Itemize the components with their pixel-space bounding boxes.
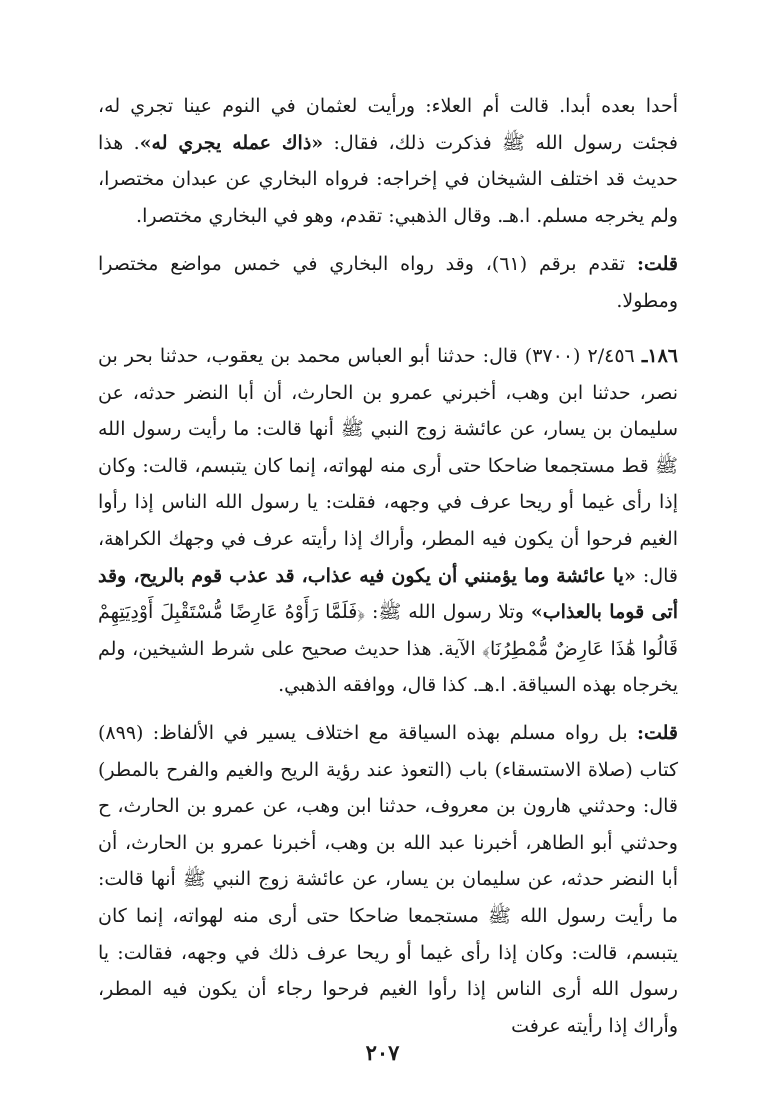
paragraph-1-text: أحدا بعده أبدا. قالت أم العلاء: ورأيت لعثمان في النوم عينا تجري له، فجئت رسول الله ﷺ فذكرت ذلك، فقال: bbox=[98, 95, 678, 154]
paragraph-note-2 bbox=[98, 715, 678, 1044]
paragraph-1-quote: «ذاك عمله يجري له» bbox=[139, 131, 324, 154]
paragraph-3-text-3: الآية. هذا حديث صحيح على شرط الشيخين، ولم يخرجاه بهذه السياقة. ا.هـ. كذا قال، ووافقه الذهبي. bbox=[98, 637, 678, 697]
paragraph-3-text-2: وتلا رسول الله ﷺ: bbox=[371, 601, 531, 624]
paragraph-note-1 bbox=[98, 246, 678, 319]
note-label: قلت: bbox=[636, 722, 678, 744]
hadith-number: ١٨٦ـ bbox=[641, 345, 679, 367]
paragraph-1-text-after: . هذا حديث قد اختلف الشيخان في إخراجه: فرواه البخاري عن عبدان مختصرا، ولم يخرجه مسلم. ا.هـ. وقال الذهبي: تقدم، وهو في البخاري مختصرا. bbox=[98, 131, 678, 227]
paragraph-hadith-186 bbox=[98, 338, 678, 704]
paragraph-2-text: تقدم برقم (٦١)، وقد رواه البخاري في خمس مواضع مختصرا ومطولا. bbox=[98, 253, 678, 312]
paragraph-4-text: بل رواه مسلم بهذه السياقة مع اختلاف يسير في الألفاظ: (٨٩٩) كتاب (صلاة الاستسقاء) باب (التعوذ عند رؤية الريح والغيم والفرح بالمطر) قال: وحدثني هارون بن معروف، حدثنا ابن وهب، عن عمرو بن الحارث، ح وحدثني أبو الطاهر، أخبرنا عبد الله بن وهب، أخبرنا عمرو بن الحارث، أن أبا النضر حدثه، عن سليمان بن يسار، عن عائشة زوج النبي ﷺ أنها قالت: ما رأيت رسول الله ﷺ مستجمعا ضاحكا حتى أرى منه لهواته، إنما كان يتبسم، قالت: وكان إذا رأى غيما أو ريحا عرف ذلك في وجهه، فقالت: يا رسول الله أرى الناس إذا رأوا الغيم فرحوا رجاء أن يكون فيه المطر، وأراك إذا رأيته عرفت bbox=[98, 722, 678, 1037]
note-label: قلت: bbox=[636, 253, 679, 275]
quran-verse: ﴿فَلَمَّا رَأَوْهُ عَارِضًا مُّسْتَقْبِلَ أَوْدِيَتِهِمْ قَالُوا هَٰذَا عَارِضٌ مُّمْطِرُنَا﴾ bbox=[98, 601, 678, 660]
paragraph-3-quote: «يا عائشة وما يؤمنني أن يكون فيه عذاب، قد عذب قوم بالريح، وقد أتى قوما بالعذاب» bbox=[98, 564, 679, 624]
page-number: ٢٠٧ bbox=[365, 1040, 400, 1065]
paragraph-3-text-1: ٢/٤٥٦ (٣٧٠٠) قال: حدثنا أبو العباس محمد بن يعقوب، حدثنا بحر بن نصر، حدثنا ابن وهب، أخبرني عمرو بن الحارث، أن أبا النضر حدثه، عن سليمان بن يسار، عن عائشة زوج النبي ﷺ أنها قالت: ما رأيت رسول الله ﷺ قط مستجمعا ضاحكا حتى أرى منه لهواته، إنما كان يتبسم، قالت: وكان إذا رأى غيما أو ريحا عرف في وجهه، فقلت: يا رسول الله الناس إذا رأوا الغيم فرحوا أن يكون فيه المطر، وأراك إذا رأيته عرف في وجهك الكراهة، قال: bbox=[98, 345, 678, 587]
paragraph-continuation bbox=[98, 88, 678, 234]
